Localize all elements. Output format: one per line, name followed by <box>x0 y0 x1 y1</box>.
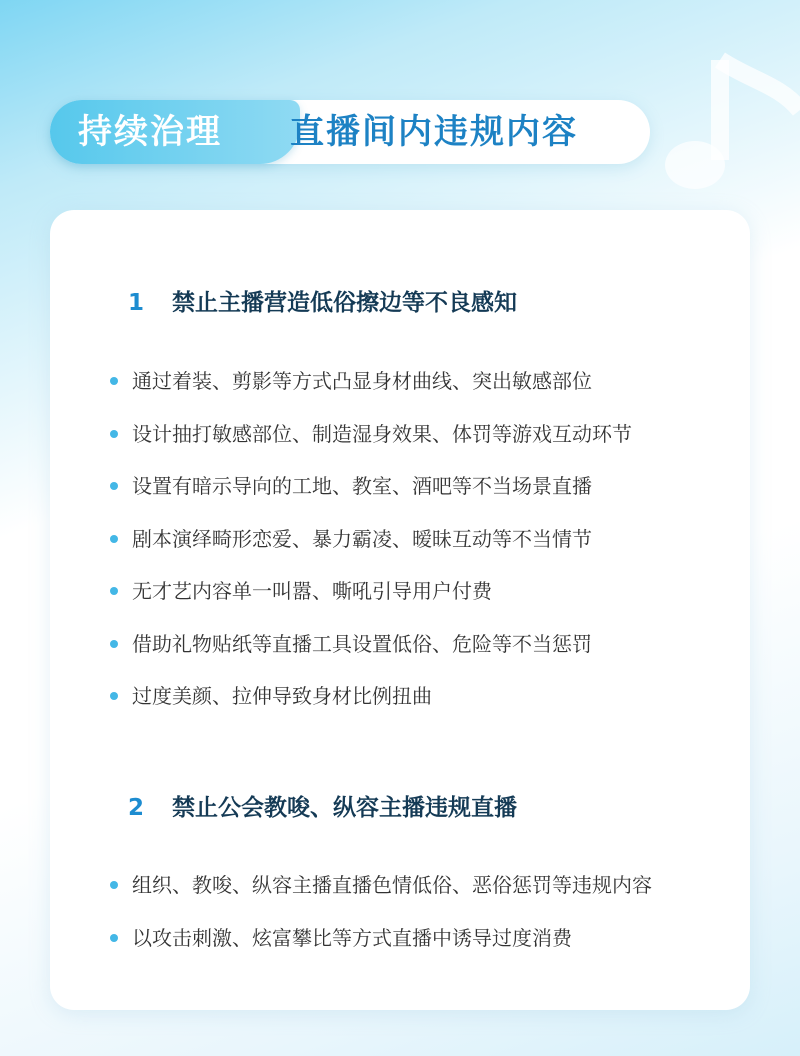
list-item-text: 设计抽打敏感部位、制造湿身效果、体罚等游戏互动环节 <box>132 421 632 446</box>
list-item <box>50 861 750 914</box>
bullet-dot-icon <box>110 640 118 648</box>
list-item-text: 组织、教唆、纵容主播直播色情低俗、恶俗惩罚等违规内容 <box>132 873 652 897</box>
section-title: 禁止主播营造低俗擦边等不良感知 <box>172 290 517 316</box>
list-item <box>50 567 750 620</box>
music-note-icon <box>650 40 800 230</box>
list-item-text: 通过着装、剪影等方式凸显身材曲线、突出敏感部位 <box>132 369 592 393</box>
bullet-dot-icon <box>110 692 118 700</box>
page-title: 直播间内违规内容 <box>290 112 578 152</box>
list-item <box>50 410 750 463</box>
bullet-list <box>50 861 750 966</box>
list-item <box>50 620 750 673</box>
bullet-dot-icon <box>110 377 118 385</box>
section-number: 2 <box>128 795 145 821</box>
list-item <box>50 515 750 568</box>
section-title: 禁止公会教唆、纵容主播违规直播 <box>172 795 517 821</box>
bullet-dot-icon <box>110 587 118 595</box>
list-item-text: 剧本演绎畸形恋爱、暴力霸凌、暧昧互动等不当情节 <box>132 526 592 551</box>
list-item-text: 以攻击刺激、炫富攀比等方式直播中诱导过度消费 <box>132 925 572 950</box>
bullet-dot-icon <box>110 535 118 543</box>
bullet-dot-icon <box>110 430 118 438</box>
list-item-text: 借助礼物贴纸等直播工具设置低俗、危险等不当惩罚 <box>132 631 592 656</box>
bullet-list <box>50 357 750 725</box>
list-item-text: 设置有暗示导向的工地、教室、酒吧等不当场景直播 <box>132 474 592 498</box>
list-item-text: 过度美颜、拉伸导致身材比例扭曲 <box>132 684 432 708</box>
list-item <box>50 357 750 410</box>
content-card <box>50 210 750 1010</box>
section-number: 1 <box>128 290 145 316</box>
list-item <box>50 914 750 967</box>
header-tag-text: 持续治理 <box>78 112 222 152</box>
list-item <box>50 462 750 515</box>
list-item <box>50 672 750 725</box>
bullet-dot-icon <box>110 482 118 490</box>
bullet-dot-icon <box>110 881 118 889</box>
bullet-dot-icon <box>110 934 118 942</box>
list-item-text: 无才艺内容单一叫嚣、嘶吼引导用户付费 <box>132 579 492 603</box>
